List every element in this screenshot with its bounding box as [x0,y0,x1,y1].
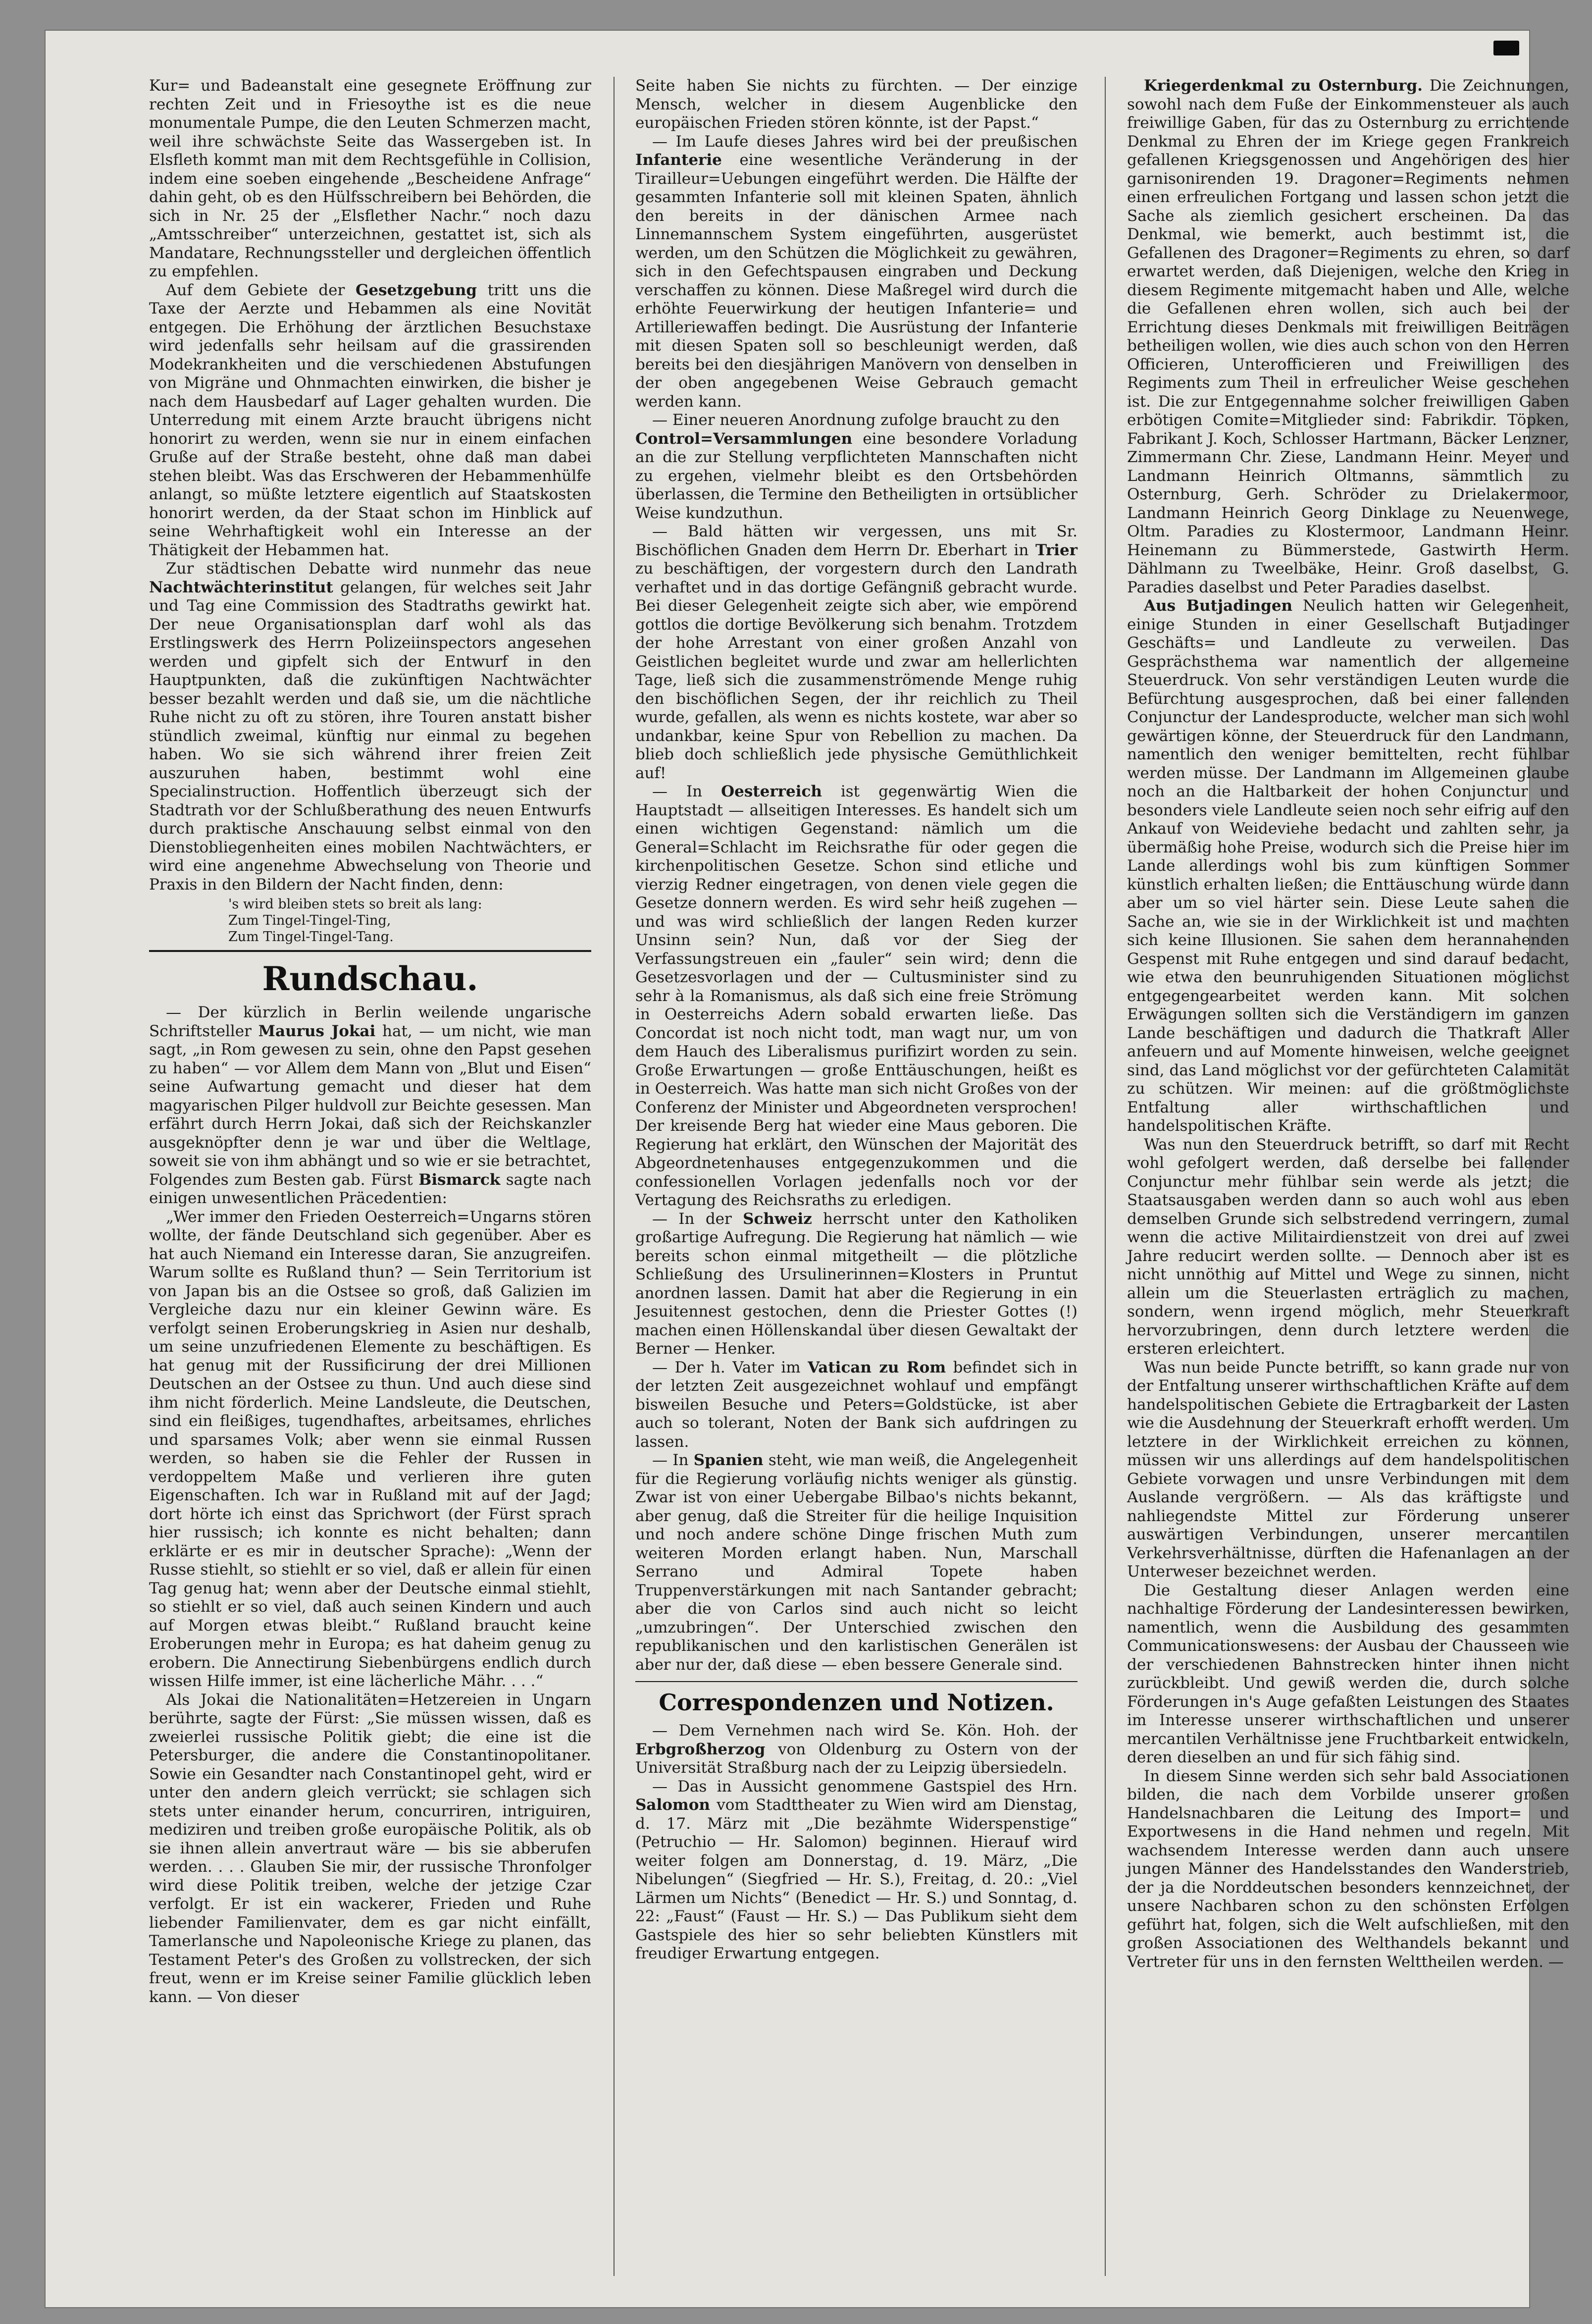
keyword-erbgrossherzog: Erbgroßherzog [635,1740,766,1758]
article-gestaltung: Die Gestaltung dieser Anlagen werden eine nachhaltige Förderung der Landesinteressen bewirken, namentlich, wenn die Ausbildung des gesammten Communicationswesens: der Ausbau der Chausseen wie der verschiedenen Bahnstrecken hinter ihnen nicht zurückbleibt. Und gewiß werden die, durch solche Förderungen in's Auge gefaßten Leistungen des Staates im Interesse unserer wirthschaftlichen und unserer mercantilen Verhältnisse jene Fruchtbarkeit entwickeln, deren dieselben an und für sich fähig sind. [1127,1581,1569,1766]
keyword-trier: Trier [1035,541,1078,559]
article-oesterreich: — In Oesterreich ist gegenwärtig Wien die Hauptstadt — allseitigen Interesses. Es handelt sich um einen wichtigen Gegenstand: nämlich um die General=Schlacht im Reichsrathe für oder gegen die kirchenpolitischen Gesetze. Schon sind etliche und vierzig Redner eingetragen, von denen viele gegen die Gesetze donnern werden. Es wird sehr heiß zugehen — und was wird schließlich der langen Reden kurzer Unsinn sein? Nun, daß vor der Sieg der Verfassungstreuen ein „fauler“ sein wird; denn die Gesetzesvorlagen und der — Cultusminister sind zu sehr à la Romanismus, als daß sich eine freie Strömung in Oesterreichs Adern sobald erwarten ließe. Das Concordat ist noch nicht todt, man wagt nur, um von dem Hauch des Liberalismus purifizirt worden zu sein. Große Erwartungen — große Enttäuschungen, heißt es in Oesterreich. Was hatte man sich nicht Großes von der Conferenz der Minister und Abgeordneten versprochen! Der kreisende Berg hat wieder eine Maus geboren. Die Regierung hat erklärt, den Wünschen der Majorität des Abgeordnetenhauses entgegenzukommen und die confessionellen Vorlagen jedenfalls noch vor der Vertagung des Reichsraths zu erledigen. [635,783,1078,1209]
column-rule [614,77,615,2276]
article-kuranstalt: Kur= und Badeanstalt eine gesegnete Eröffnung zur rechten Zeit und in Friesoythe ist es die neue monumentale Pumpe, die den Leuten Schmerzen macht, weil ihre schwächste Seite das Wassergeben ist. In Elsfleth kommt man mit dem Rechtsgefühle in Collision, indem eine soeben eingehende „Bescheidene Anfrage“ dahin geht, ob es den Hülfsschreibern bei Behörden, die sich in Nr. 25 der „Elsflether Nachr.“ noch dazu „Amtsschreiber“ unterzeichnen, gestattet ist, sich als Mandatare, Rechnungssteller und dergleichen öffentlich zu empfehlen. [149,77,591,280]
keyword-spanien: Spanien [693,1451,764,1469]
article-control: Control=Versammlungen eine besondere Vorladung an die zur Stellung verpflichteten Mannschaften nicht zu ergehen, vielmehr bleibt es den Ortsbehörden überlassen, die Termine den Betheiligten in ortsüblicher Weise kundzuthun. [635,429,1078,522]
keyword-nachtwaechter: Nachtwächterinstitut [149,578,333,596]
section-title-correspondenzen: Correspondenzen und Notizen. [659,1689,1054,1716]
keyword-control: Control=Versammlungen [635,429,853,448]
article-anordnung: — Einer neueren Anordnung zufolge braucht zu den [652,411,1060,429]
column-rule [1105,77,1106,2276]
verse-line: Zum Tingel-Tingel-Ting, [228,913,391,928]
section-title-rundschau: Rundschau. [262,959,478,998]
article-jokai: — Der kürzlich in Berlin weilende ungarische Schriftsteller Maurus Jokai hat, — um nicht, wie man sagt, „in Rom gewesen zu sein, ohne den Papst gesehen zu haben“ — vor Allem dem Mann von „Blut und Eisen“ seine Aufwartung gemacht und dieser hat dem magyarischen Pilger huldvoll zur Beichte gesessen. Man erfährt durch Herrn Jokai, daß sich der Reichskanzler ausgeknöpfter denn je war und über die Weltlage, soweit sie von ihm abhängt und so wie er sie betrachtet, Folgendes zum Besten gab. Fürst Bismarck sagte nach einigen unwesentlichen Präcedentien: [149,1004,591,1207]
verse-line: Zum Tingel-Tingel-Tang. [228,929,394,945]
article-gesetzgebung: Auf dem Gebiete der Gesetzgebung tritt uns die Taxe der Aerzte und Hebammen als eine Novität entgegen. Die Erhöhung der ärztlichen Besuchstaxe wird jedenfalls sehr heilsam auf die grassirenden Modekrankheiten und die verschiedenen Abstufungen von Migräne und Ohnmachten einwirken, die bisher je nach dem Hausbedarf auf Lager gehalten wurden. Die Unterredung mit einem Arzte braucht übrigens nicht honorirt zu werden, wenn sie nur in einem einfachen Gruße auf der Straße besteht, ohne daß man dabei stehen bleibt. Was das Erschweren der Hebammenhülfe anlangt, so müßte letztere eigentlich auf Staatskosten honorirt werden, da der Staat schon im Hinblick auf seine Wehrhaftigkeit wohl ein Interesse an der Thätigkeit der Hebammen hat. [149,281,591,559]
article-continuation: Seite haben Sie nichts zu fürchten. — Der einzige Mensch, welcher in diesem Augenblicke den europäischen Frieden stören könnte, ist der Papst.“ [635,77,1078,132]
article-butjadingen: Aus Butjadingen Neulich hatten wir Gelegenheit, einige Stunden in einer Gesellschaft Butjadinger Geschäfts= und Landleute zu verweilen. Das Gesprächsthema war namentlich der allgemeine Steuerdruck. Von sehr verständigen Leuten wurde die Befürchtung ausgesprochen, daß bei einer fallenden Conjunctur der Landesproducte, welcher man sich wohl gewärtigen könne, der Steuerdruck für den Landmann, namentlich den weniger bemittelten, recht fühlbar werden müsse. Der Landmann im Allgemeinen glaube noch an die Haltbarkeit der hohen Conjunctur und besonders viele Landleute seien noch sehr eifrig auf den Ankauf von Weideviehe bedacht und zahlten sehr, ja übermäßig hohe Preise, wodurch sich die Preise hier im Lande allerdings wohl bis zum künftigen Sommer künstlich erhalten ließen; die Enttäuschung würde dann aber um so viel härter sein. Diese Leute sahen die Sache an, wie sie in der Wirklichkeit ist und machten sich keine Illusionen. Sie sahen dem herannahenden Gespenst mit Ruhe entgegen und sind darauf bedacht, wie etwa den beunruhigenden Situationen möglichst entgegengearbeitet werden kann. Mit solchen Erwägungen sollten sich die Verständigern im ganzen Lande beschäftigen und dadurch die Thatkraft Aller anfeuern und auf Momente hinweisen, welche geeignet sind, das Land möglichst vor der gefürchteten Calamität zu schützen. Wir meinen: auf die größtmöglichste Entfaltung aller wirthschaftlichen und handelspolitischen Kräfte. [1127,597,1569,1135]
article-vatican: — Der h. Vater im Vatican zu Rom befindet sich in der letzten Zeit ausgezeichnet wohlauf und empfängt bisweilen Besuche und Peters=Goldstücke, ist aber auch so tolerant, Noten der Bank sich aufdringen zu lassen. [635,1358,1078,1451]
column-right [1127,77,1569,2276]
keyword-infanterie: Infanterie [635,151,722,169]
keyword-schweiz: Schweiz [743,1210,812,1228]
article-associationen: In diesem Sinne werden sich sehr bald Associationen bilden, die nach dem Vorbilde unserer großen Handelsnachbaren die Leitung des Import= und Exportwesens in die Hand nehmen und regeln. Mit wachsendem Interesse werden dann auch unsere jungen Männer des Handelsstandes den Wanderstrieb, der ja die Norddeutschen besonders kennzeichnet, der unsere Nachbaren schon zu den schönsten Erfolgen geführt hat, folgen, sich die Welt aufschließen, mit den großen Associationen des Welthandels bekannt und Vertreter für uns in den fernsten Welttheilen werden. — [1127,1767,1569,1971]
scan-marker [1493,41,1519,55]
article-erbgrossherzog: — Dem Vernehmen nach wird Se. Kön. Hoh. der Erbgroßherzog von Oldenburg zu Ostern von der Universität Straßburg nach der zu Leipzig übersiedeln. [635,1722,1078,1777]
article-kriegerdenkmal: Kriegerdenkmal zu Osternburg. Die Zeichnungen, sowohl nach dem Fuße der Einkommensteuer als auch freiwillige Gaben, für das zu Osternburg zu errichtende Denkmal zu Ehren der im Kriege gegen Frankreich gefallenen Kriegsgenossen und Angehörigen des hier garnisonirenden 19. Dragoner=Regiments nehmen einen erfreulichen Fortgang und lassen schon jetzt die Sache als ziemlich gesichert erscheinen. Da das Denkmal, wie bemerkt, auch bestimmt ist, die Gefallenen des Dragoner=Regiments zu ehren, so darf erwartet werden, daß Diejenigen, welche den Krieg in diesem Regimente mitgemacht haben und Alle, welche die Gefallenen ehren wollen, sich auch bei der Errichtung dieses Denkmals mit freiwilligen Beiträgen betheiligen wollen, wie dies auch schon von den Herren Officieren, Unterofficieren und Freiwilligen des Regiments zum Theil in erfreulicher Weise geschehen ist. Die zur Entgegennahme solcher freiwilligen Gaben erbötigen Comite=Mitglieder sind: Fabrikdir. Töpken, Fabrikant J. Koch, Schlosser Hartmann, Bäcker Lenzner, Zimmermann Chr. Ziese, Landmann Heinr. Meyer und Landmann Heinrich Oltmanns, sämmtlich zu Osternburg, Gerh. Schröder zu Drielakermoor, Landmann Heinrich Georg Dinklage zu Neuenwege, Oltm. Paradies zu Klostermoor, Landmann Heinr. Heinemann zu Bümmerstede, Gastwirth Herm. Dählmann zu Tweelbäke, Heinr. Groß daselbst, G. Paradies daselbst und Peter Paradies daselbst. [1127,77,1569,596]
keyword-gesetzgebung: Gesetzgebung [355,281,477,299]
section-divider [149,950,591,952]
article-salomon: — Das in Aussicht genommene Gastspiel des Hrn. Salomon vom Stadttheater zu Wien wird am Dienstag, d. 17. März mit „Die bezähmte Widerspenstige“ (Petruchio — Hr. Salomon) beginnen. Hierauf wird weiter folgen am Donnerstag, d. 19. März, „Die Nibelungen“ (Siegfried — Hr. S.), Freitag, d. 20.: „Viel Lärmen um Nichts“ (Benedict — Hr. S.) und Sonntag, d. 22: „Faust“ (Faust — Hr. S.) — Das Publikum sieht dem Gastspiele des hier so sehr beliebten Künstlers mit freudiger Erwartung entgegen. [635,1777,1078,1962]
column-middle [635,77,1078,2276]
newspaper-page [45,30,1569,2308]
column-left [149,77,591,2276]
article-nachtwaechter: Zur städtischen Debatte wird nunmehr das neue Nachtwächterinstitut gelangen, für welches seit Jahr und Tag eine Commission des Stadtraths gewirkt hat. Der neue Organisationsplan darf wohl als das Erstlingswerk des Herrn Polizeiinspectors angesehen werden und gipfelt sich der Entwurf in den Hauptpunkten, daß die zukünftigen Nachtwächter besser bezahlt werden und daß sie, um die nächtliche Ruhe nicht zu oft zu stören, ihre Touren anstatt bisher stündlich zweimal, künftig nur einmal zu begehen haben. Wo sie sich während ihrer freien Zeit auszuruhen haben, bestimmt wohl eine Specialinstruction. Hoffentlich überzeugt sich der Stadtrath vor der Schlußberathung des neuen Entwurfs durch praktische Anschauung selbst einmal von den Dienstobliegenheiten eines mobilen Nachtwächters, er wird eine angenehme Abwechselung von Theorie und Praxis in den Bildern der Nacht finden, denn: [149,560,591,894]
keyword-bismarck: Bismarck [418,1170,501,1189]
article-russian-politics: Als Jokai die Nationalitäten=Hetzereien in Ungarn berührte, sagte der Fürst: „Sie müssen wissen, daß es zweierlei russische Politik giebt; die eine ist die Petersburger, die andere die Constantinopolitaner. Sowie ein Gesandter nach Constantinopel geht, wird er unter den andern gleich verrückt; sie schlagen sich stets unter einander herum, concurriren, intriguiren, mediziren und treiben große europäische Politik, als ob sie ihnen allein anvertraut wäre — bis sie abberufen werden. . . . Glauben Sie mir, der russische Thronfolger wird diese Politik treiben, welche der jetzige Czar verfolgt. Er ist ein wackerer, Frieden und Ruhe liebender Familienvater, dem es gar nicht einfällt, Tamerlansche und Napoleonische Kriege zu planen, das Testament Peter's des Großen zu vollstrecken, der sich freut, wenn er im Kreise seiner Familie glücklich leben kann. — Von dieser [149,1690,591,2006]
article-puncte: Was nun beide Puncte betrifft, so kann grade nur von der Entfaltung unserer wirthschaftlichen Kräfte auf dem handelspolitischen Gebiete die Ertragbarkeit der Lasten wie die Ausdehnung der Steuerkraft erhofft werden. Um letztere in der Wirklichkeit erreichen zu können, müssen wir uns allerdings auf dem handelspolitischen Gebiete vorwagen und unsre Verbindungen mit dem Auslande vergrößern. — Als das kräftigste und nahliegendste Mittel zur Förderung unserer auswärtigen Verbindungen, unserer mercantilen Verkehrsverhältnisse, dürften die Hafenanlagen an der Unterweser bezeichnet werden. [1127,1358,1569,1581]
verse-line: 's wird bleiben stets so breit als lang: [228,897,482,912]
keyword-jokai: Maurus Jokai [258,1022,376,1040]
article-steuerdruck: Was nun den Steuerdruck betrifft, so darf mit Recht wohl gefolgert werden, daß derselbe bei fallender Conjunctur mehr fühlbar sein werde als jetzt; die Staatsausgaben werden dann so auch wohl aus eben demselben Grunde sich selbstredend verringern, zumal wenn die active Militairdienstzeit von drei auf zwei Jahre reducirt werden sollte. — Dennoch aber ist es nicht unnöthig auf Mittel und Wege zu sinnen, nicht allein um die Steuerlasten erträglich zu machen, sondern, wenn irgend möglich, mehr Steuerkraft hervorzubringen, denn durch letztere werden die ersteren erleichtert. [1127,1135,1569,1358]
article-schweiz: — In der Schweiz herrscht unter den Katholiken großartige Aufregung. Die Regierung hat nämlich — wie bereits schon einmal mitgetheilt — die plötzliche Schließung des Ursulinerinnen=Klosters in Pruntut anordnen lassen. Damit hat aber die Regierung in ein Jesuitennest gestochen, denn die Priester Gottes (!) machen einen Höllenskandal über diesen Gewaltakt der Berner — Henker. [635,1210,1078,1358]
section-divider [635,1681,1078,1682]
article-spanien: — In Spanien steht, wie man weiß, die Angelegenheit für die Regierung vorläufig nichts weniger als günstig. Zwar ist von einer Uebergabe Bilbao's nichts bekannt, aber genug, daß die Streiter für die heilige Inquisition und noch andere schöne Dinge frischen Muth zum weiteren Morden erlangt haben. Nun, Marschall Serrano und Admiral Topete haben Truppenverstärkungen mit nach Santander gebracht; aber die von Carlos sind auch nicht so leicht „umzubringen“. Der Unterschied zwischen den republikanischen und den karlistischen Generälen ist aber nur der, daß diese — eben bessere Generale sind. [635,1451,1078,1674]
article-trier: — Bald hätten wir vergessen, uns mit Sr. Bischöflichen Gnaden dem Herrn Dr. Eberhart in Trier zu beschäftigen, der vorgestern durch den Landrath verhaftet und in das dortige Gefängniß gebracht wurde. Bei dieser Gelegenheit zeigte sich aber, wie empörend gottlos die dortige Bevölkerung sich benahm. Trotzdem der hohe Arrestant von einer großen Anzahl von Geistlichen begleitet wurde und zwar am hellerlichten Tage, ließ sich die zusammenströmende Menge ruhig den bischöflichen Segen, der ihr reichlich zu Theil wurde, gefallen, als wenn es nichts kostete, war aber so undankbar, keine Spur von Rebellion zu machen. Da blieb doch schließlich jede physische Gemüthlichkeit auf! [635,523,1078,782]
keyword-vatican: Vatican zu Rom [808,1358,946,1376]
keyword-butjadingen: Aus Butjadingen [1144,597,1293,615]
article-infanterie: — Im Laufe dieses Jahres wird bei der preußischen Infanterie eine wesentliche Veränderung in der Tirailleur=Uebungen eingeführt werden. Die Hälfte der gesammten Infanterie soll mit kleinen Spaten, ähnlich den bereits in der dänischen Armee nach Linnemannschem System eingeführten, ausgerüstet werden, um den Schützen die Möglichkeit zu gewähren, sich in den Gefechtspausen eingraben und Deckung verschaffen zu können. Diese Maßregel wird durch die erhöhte Feuerwirkung der heutigen Infanterie= und Artilleriewaffen bedingt. Die Ausrüstung der Infanterie mit diesen Spaten soll so beschleunigt werden, daß bereits bei den diesjährigen Manövern von denselben in der oben angegebenen Weise Gebrauch gemacht werden kann. [635,132,1078,411]
verse-block [228,896,591,945]
keyword-kriegerdenkmal: Kriegerdenkmal zu Osternburg. [1144,77,1423,95]
article-bismarck-quote: „Wer immer den Frieden Oesterreich=Ungarns stören wollte, der fände Deutschland sich gegenüber. Aber es hat auch Niemand ein Interesse daran, Sie anzugreifen. Warum sollte es Rußland thun? — Sein Territorium ist von Japan bis an die Ostsee so groß, daß Galizien im Vergleiche dazu nur ein kleiner Gewinn wäre. Es verfolgt seinen Eroberungskrieg in Asien nur deshalb, um seine unzufriedenen Elemente zu beschäftigen. Es hat genug mit der Russificirung der drei Millionen Deutschen an der Ostsee zu thun. Und auch diese sind ihm nicht förderlich. Meine Landsleute, die Deutschen, sind ein fleißiges, tugendhaftes, arbeitsames, ehrliches und sparsames Volk; aber wenn sie einmal Russen werden, so haben sie die Fehler der Russen in verdoppeltem Maße und verlieren ihre guten Eigenschaften. Ich war in Rußland mit auf der Jagd; dort hörte ich einst das Sprichwort (der Fürst sprach hier russisch; ich konnte es nicht behalten; dann erklärte er es mir in deutscher Sprache): „Wenn der Russe stiehlt, so stiehlt er so viel, daß er allein für einen Tag genug hat; wenn aber der Deutsche einmal stiehlt, so stiehlt er so viel, daß auch seinen Kindern und auch auf Morgen etwas bleibt.“ Rußland braucht keine Eroberungen mehr in Europa; es hat daheim genug zu erobern. Die Annectirung Siebenbürgens endlich durch wissen Hilfe immer, ist eine lächerliche Mähr. . . .“ [149,1208,591,1690]
keyword-salomon: Salomon [635,1796,710,1814]
keyword-oesterreich: Oesterreich [721,783,822,800]
